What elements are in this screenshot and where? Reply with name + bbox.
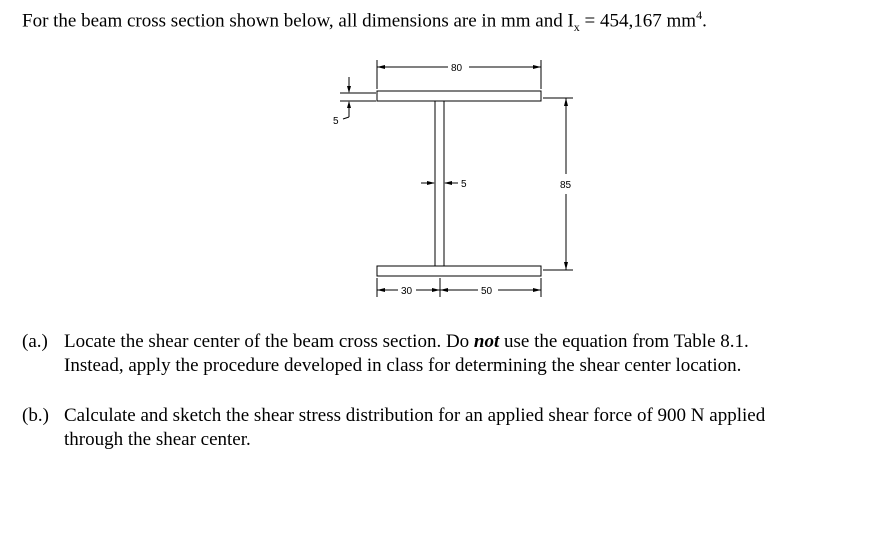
part-b-line2: through the shear center. [64, 429, 251, 450]
arrowhead-left-bottom [347, 101, 351, 108]
arrowhead-bottom-left [377, 288, 385, 292]
part-a [22, 330, 887, 378]
dim-web-thickness-label: 5 [461, 179, 467, 190]
problem-subscript: x [573, 20, 580, 35]
arrowhead-right-bottom [564, 262, 568, 270]
dim-top-width-label: 80 [451, 63, 463, 74]
dim-bottom-right-label: 50 [481, 286, 493, 297]
arrowhead-top-right [533, 65, 541, 69]
problem-text: For the beam cross section shown below, all dimensions are in mm and I [22, 10, 574, 32]
arrowhead-bottom-mid-right [440, 288, 448, 292]
web [435, 101, 444, 266]
problem-superscript: 4 [696, 8, 703, 22]
problem-value: = 454,167 mm [579, 10, 697, 32]
problem-end: . [702, 10, 707, 32]
dim-flange-thickness-label: 5 [333, 116, 339, 127]
arrowhead-web-left [427, 181, 435, 185]
arrowhead-right-top [564, 98, 568, 106]
top-flange [377, 91, 541, 101]
dim-left-leader-tail [343, 117, 349, 119]
part-a-emphasis: not [473, 331, 500, 352]
bottom-flange [377, 266, 541, 276]
part-a-line2: Instead, apply the procedure developed in class for determining the shear center location. [64, 355, 742, 376]
arrowhead-left-top [347, 86, 351, 93]
arrowhead-bottom-mid-left [432, 288, 440, 292]
part-a-line1-post: use the equation from Table 8.1. [499, 331, 749, 352]
part-b-label: (b.) [22, 405, 49, 426]
part-b [22, 404, 887, 452]
dim-height-label: 85 [560, 180, 572, 191]
part-a-line1-pre: Locate the shear center of the beam cross section. Do [64, 331, 474, 352]
part-a-label: (a.) [22, 331, 48, 352]
arrowhead-top-left [377, 65, 385, 69]
arrowhead-web-right [444, 181, 452, 185]
part-b-line1: Calculate and sketch the shear stress distribution for an applied shear force of 900 N applied [64, 405, 766, 426]
dim-bottom-left-label: 30 [401, 286, 413, 297]
arrowhead-bottom-right [533, 288, 541, 292]
